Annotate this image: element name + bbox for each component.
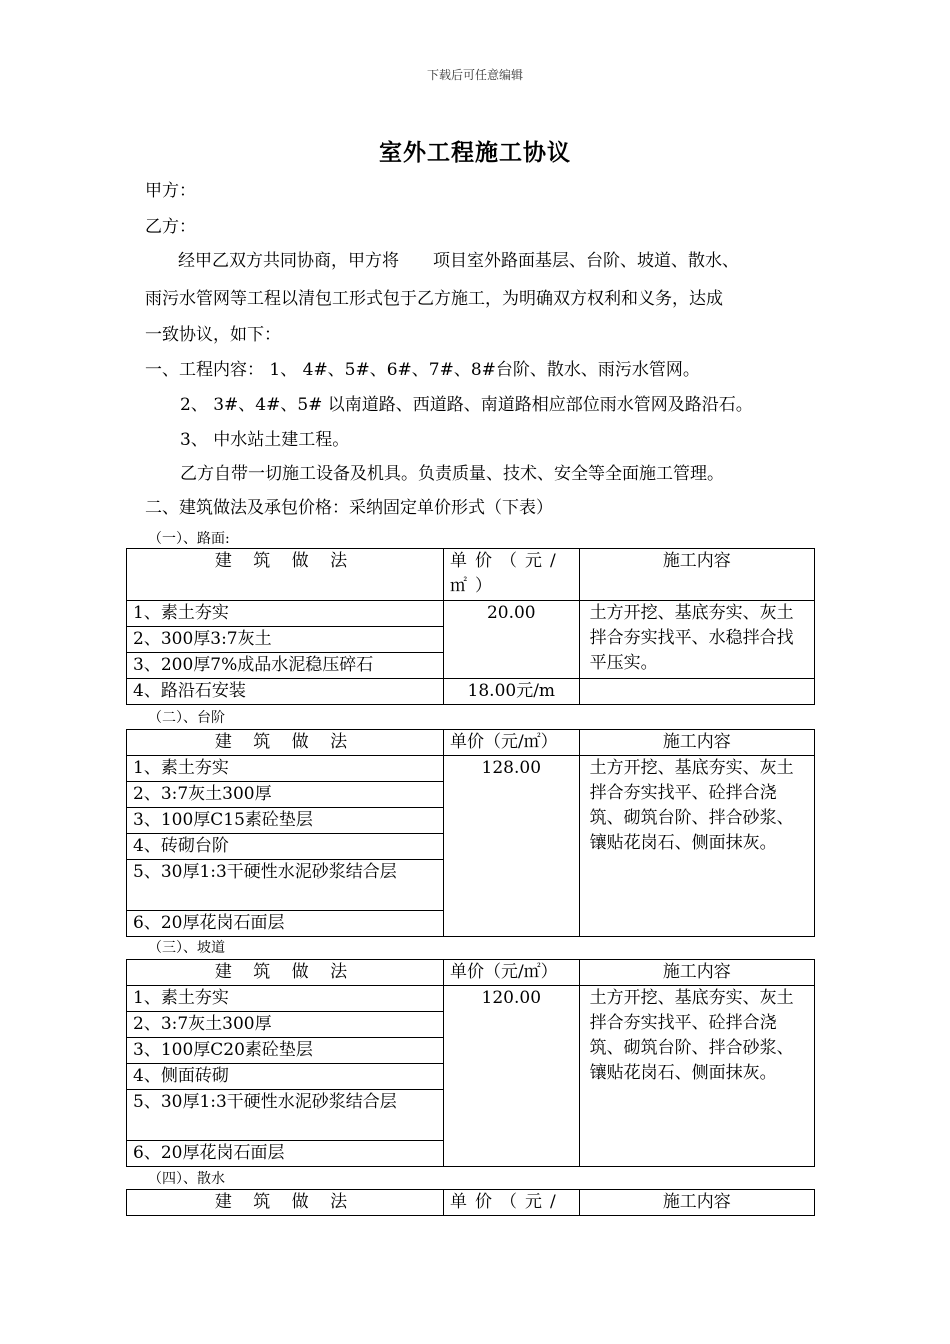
table-header-row	[127, 1190, 815, 1216]
method-cell: 4、侧面砖砌	[127, 1064, 444, 1090]
method-cell: 1、素土夯实	[127, 601, 444, 627]
scope-heading: 一、工程内容： 1、 4#、5#、6#、7#、8#台阶、散水、雨污水管网。	[145, 360, 700, 380]
table-row	[127, 601, 815, 627]
method-cell: 1、素土夯实	[127, 986, 444, 1012]
header-method: 建 筑 做 法	[127, 1190, 444, 1216]
scope-item-3: 3、 中水站土建工程。	[180, 430, 350, 450]
header-content: 施工内容	[579, 549, 814, 601]
header-price: 单价（元/㎡）	[443, 549, 579, 601]
table-steps	[126, 729, 815, 937]
intro-line-3: 一致协议，如下：	[145, 325, 281, 345]
header-method: 建 筑 做 法	[127, 730, 444, 756]
header-price: 单价（元/	[443, 1190, 579, 1216]
table-apron	[126, 1189, 815, 1216]
header-price: 单价（元/㎡）	[443, 730, 579, 756]
method-cell: 5、30厚1:3干硬性水泥砂浆结合层	[127, 860, 444, 911]
table-row	[127, 986, 815, 1012]
method-cell: 4、路沿石安装	[127, 679, 444, 705]
document-title: 室外工程施工协议	[379, 139, 571, 166]
party-a-label: 甲方：	[145, 181, 196, 201]
price-cell: 120.00	[443, 986, 579, 1167]
intro-line-2: 雨污水管网等工程以清包工形式包于乙方施工，为明确双方权利和义务，达成	[145, 289, 723, 309]
intro-line-1: 经甲乙双方共同协商，甲方将 项目室外路面基层、台阶、坡道、散水、	[178, 251, 739, 271]
method-cell: 3、200厚7%成品水泥稳压碎石	[127, 653, 444, 679]
pricing-heading: 二、建筑做法及承包价格：采纳固定单价形式（下表）	[145, 498, 553, 518]
method-cell: 6、20厚花岗石面层	[127, 1141, 444, 1167]
table-label-apron: （四）、散水	[148, 1171, 225, 1187]
header-method: 建 筑 做 法	[127, 549, 444, 601]
table-header-row	[127, 730, 815, 756]
header-method: 建 筑 做 法	[127, 960, 444, 986]
table-label-road: （一）、路面:	[148, 531, 230, 547]
table-row	[127, 679, 815, 705]
table-road	[126, 548, 815, 705]
method-cell: 5、30厚1:3干硬性水泥砂浆结合层	[127, 1090, 444, 1141]
method-cell: 6、20厚花岗石面层	[127, 911, 444, 937]
header-content: 施工内容	[579, 730, 814, 756]
content-cell: 土方开挖、基底夯实、灰土拌合夯实找平、砼拌合浇筑、砌筑台阶、拌合砂浆、镶贴花岗石、侧面抹灰。	[579, 756, 814, 937]
content-cell: 土方开挖、基底夯实、灰土拌合夯实找平、砼拌合浇筑、砌筑台阶、拌合砂浆、镶贴花岗石、侧面抹灰。	[579, 986, 814, 1167]
table-label-steps: （二）、台阶	[148, 710, 225, 726]
method-cell: 3、100厚C15素砼垫层	[127, 808, 444, 834]
table-header-row	[127, 960, 815, 986]
method-cell: 2、3:7灰土300厚	[127, 1012, 444, 1038]
content-cell	[579, 679, 814, 705]
method-cell: 4、砖砌台阶	[127, 834, 444, 860]
price-cell: 128.00	[443, 756, 579, 937]
table-row	[127, 756, 815, 782]
table-header-row	[127, 549, 815, 601]
method-cell: 2、3:7灰土300厚	[127, 782, 444, 808]
table-label-ramp: （三）、坡道	[148, 940, 225, 956]
price-cell: 20.00	[443, 601, 579, 679]
method-cell: 1、素土夯实	[127, 756, 444, 782]
price-cell: 18.00元/m	[443, 679, 579, 705]
header-price: 单价（元/㎡）	[443, 960, 579, 986]
scope-note: 乙方自带一切施工设备及机具。负责质量、技术、安全等全面施工管理。	[180, 464, 724, 484]
party-b-label: 乙方：	[145, 217, 196, 237]
header-note: 下载后可任意编辑	[426, 68, 523, 82]
method-cell: 3、100厚C20素砼垫层	[127, 1038, 444, 1064]
table-ramp	[126, 959, 815, 1167]
header-content: 施工内容	[579, 960, 814, 986]
method-cell: 2、300厚3:7灰土	[127, 627, 444, 653]
scope-item-2: 2、 3#、4#、5# 以南道路、西道路、南道路相应部位雨水管网及路沿石。	[180, 395, 753, 415]
content-cell: 土方开挖、基底夯实、灰土拌合夯实找平、水稳拌合找平压实。	[579, 601, 814, 679]
header-content: 施工内容	[579, 1190, 814, 1216]
